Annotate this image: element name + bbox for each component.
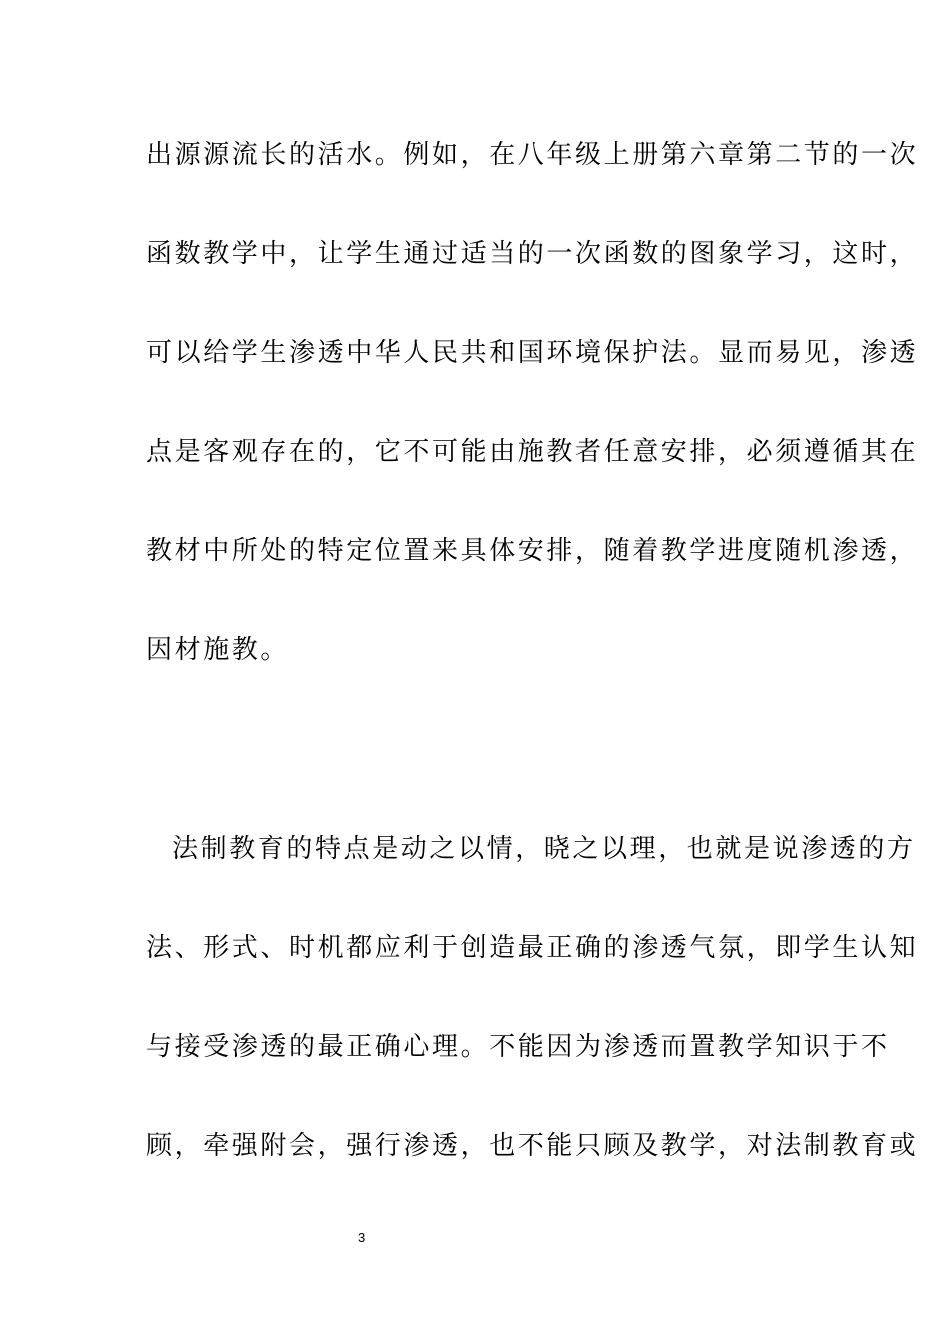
text-line: 出源源流长的活水。例如，在八年级上册第六章第二节的一次: [146, 140, 919, 170]
text-line: 因材施教。: [146, 635, 290, 665]
text-line: 法制教育的特点是动之以情，晓之以理，也就是说渗透的方: [172, 834, 916, 864]
page-number: 3: [358, 1230, 366, 1245]
text-line: 函数教学中，让学生通过适当的一次函数的图象学习，这时，: [146, 239, 919, 269]
text-line: 教材中所处的特定位置来具体安排，随着教学进度随机渗透，: [146, 536, 919, 566]
text-line: 与接受渗透的最正确心理。不能因为渗透而置教学知识于不: [146, 1032, 890, 1062]
text-line: 点是客观存在的，它不可能由施教者任意安排，必须遵循其在: [146, 437, 919, 467]
text-line: 可以给学生渗透中华人民共和国环境保护法。显而易见，渗透: [146, 338, 919, 368]
text-line: 法、形式、时机都应利于创造最正确的渗透气氛，即学生认知: [146, 933, 919, 963]
text-line: 顾，牵强附会，强行渗透，也不能只顾及教学，对法制教育或: [146, 1131, 919, 1161]
